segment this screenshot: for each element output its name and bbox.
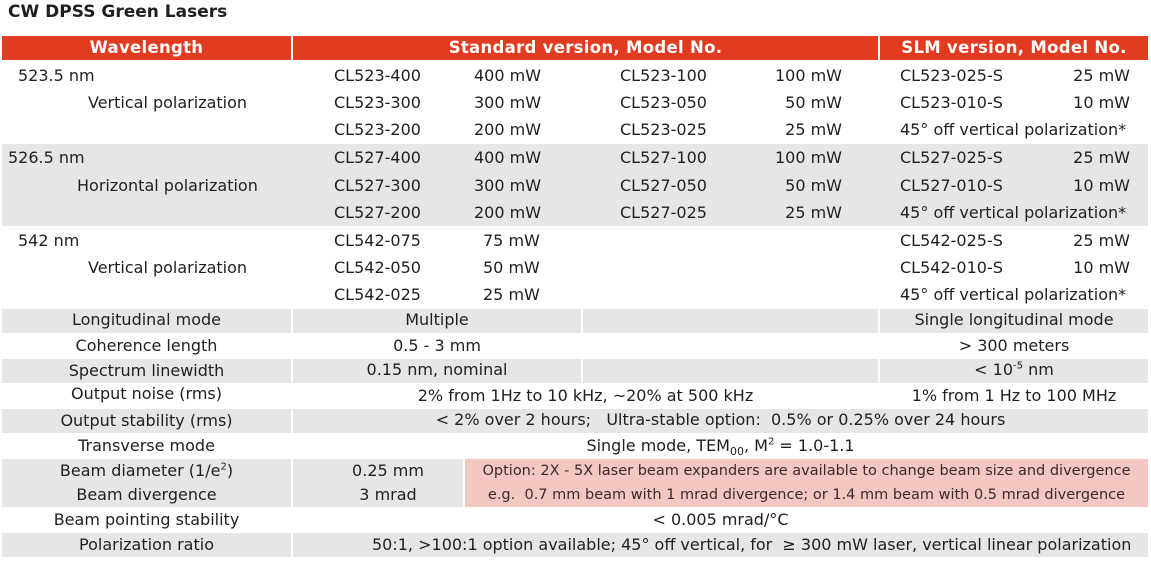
model-cell: CL527-400 — [334, 148, 421, 167]
slm-power-cell: 10 mW — [1073, 176, 1130, 195]
beam-diameter-suffix: ) — [226, 461, 234, 480]
group-542-wavelength: 542 nm — [18, 231, 80, 250]
spec-label-output-stability: Output stability (rms) — [60, 411, 233, 430]
expander-option-line2: e.g. 0.7 mm beam with 1 mrad divergence; or 1.4 mm beam with 0.5 mrad divergence — [487, 487, 1126, 503]
model-cell: CL527-025 — [620, 203, 707, 222]
slm-model-cell: CL527-025-S — [900, 148, 1003, 167]
spec-value-coherence-slm: > 300 meters — [958, 336, 1070, 355]
spec-value-beam-diameter: 0.25 mm — [352, 461, 424, 480]
transverse-mid: , M — [743, 436, 768, 455]
spec-value-coherence-standard: 0.5 - 3 mm — [393, 336, 481, 355]
spec-label-spectrum-linewidth: Spectrum linewidth — [68, 361, 225, 380]
spec-value-pointing-stability: < 0.005 mrad/°C — [652, 510, 789, 529]
model-cell: CL542-050 — [334, 258, 421, 277]
slm-polarization-note: 45° off vertical polarization* — [900, 120, 1127, 139]
spec-value-linewidth-slm — [880, 358, 1148, 382]
spec-value-longitudinal-standard: Multiple — [405, 310, 469, 329]
transverse-suffix: = 1.0-1.1 — [774, 436, 855, 455]
power-cell: 100 mW — [774, 148, 842, 167]
header-slm-version: SLM version, Model No. — [880, 36, 1148, 60]
expander-option-line1: Option: 2X - 5X laser beam expanders are available to change beam size and divergence — [482, 463, 1131, 479]
model-cell: CL523-400 — [334, 66, 421, 85]
model-cell: CL542-075 — [334, 231, 421, 250]
spec-value-noise-slm: 1% from 1 Hz to 100 MHz — [911, 386, 1117, 405]
header-standard-version: Standard version, Model No. — [293, 36, 878, 60]
model-cell: CL527-050 — [620, 176, 707, 195]
spec-value-transverse-mode — [293, 434, 1148, 458]
spec-label-beam-divergence: Beam divergence — [76, 485, 217, 504]
slm-model-cell: CL523-010-S — [900, 93, 1003, 112]
page-title: CW DPSS Green Lasers — [8, 2, 228, 22]
model-cell: CL523-050 — [620, 93, 707, 112]
power-cell: 100 mW — [774, 66, 842, 85]
spec-value-beam-divergence: 3 mrad — [359, 485, 417, 504]
slm-model-cell: CL523-025-S — [900, 66, 1003, 85]
spec-value-polarization-ratio: 50:1, >100:1 option available; 45° off vertical, for ≥ 300 mW laser, vertical linear polarization — [372, 535, 1132, 554]
spec-value-linewidth-standard: 0.15 nm, nominal — [366, 360, 508, 379]
model-cell: CL523-300 — [334, 93, 421, 112]
slm-model-cell: CL542-010-S — [900, 258, 1003, 277]
spec-label-output-noise: Output noise (rms) — [70, 384, 222, 403]
spec-empty-bg — [583, 359, 878, 383]
slm-power-cell: 10 mW — [1073, 258, 1130, 277]
spec-label-pointing-stability: Beam pointing stability — [53, 510, 240, 529]
power-cell: 50 mW — [785, 93, 842, 112]
power-cell: 200 mW — [474, 120, 542, 139]
beam-diameter-prefix: Beam diameter (1/e — [59, 461, 221, 480]
model-cell: CL523-025 — [620, 120, 707, 139]
slm-power-cell: 10 mW — [1073, 93, 1130, 112]
power-cell: 50 mW — [483, 258, 540, 277]
spec-label-beam-diameter — [2, 459, 291, 483]
group-527-wavelength: 526.5 nm — [8, 148, 85, 167]
model-cell: CL542-025 — [334, 285, 421, 304]
power-cell: 300 mW — [474, 176, 542, 195]
slm-power-cell: 25 mW — [1073, 148, 1130, 167]
model-cell: CL527-100 — [620, 148, 707, 167]
model-cell: CL527-300 — [334, 176, 421, 195]
slm-power-cell: 25 mW — [1073, 231, 1130, 250]
spec-label-transverse-mode: Transverse mode — [78, 436, 215, 455]
model-cell: CL523-200 — [334, 120, 421, 139]
slm-polarization-note: 45° off vertical polarization* — [900, 285, 1127, 304]
power-cell: 400 mW — [474, 66, 542, 85]
model-cell: CL527-200 — [334, 203, 421, 222]
spec-value-longitudinal-slm: Single longitudinal mode — [914, 310, 1114, 329]
spec-value-output-stability: < 2% over 2 hours; Ultra-stable option: 0.5% or 0.25% over 24 hours — [435, 410, 1006, 429]
linewidth-exponent: -5 — [1013, 360, 1024, 372]
transverse-prefix: Single mode, TEM — [586, 436, 730, 455]
slm-model-cell: CL527-010-S — [900, 176, 1003, 195]
slm-polarization-note: 45° off vertical polarization* — [900, 203, 1127, 222]
power-cell: 50 mW — [785, 176, 842, 195]
power-cell: 25 mW — [785, 203, 842, 222]
model-cell: CL523-100 — [620, 66, 707, 85]
spec-empty-bg — [583, 309, 878, 333]
power-cell: 400 mW — [474, 148, 542, 167]
slm-power-cell: 25 mW — [1073, 66, 1130, 85]
spec-label-coherence-length: Coherence length — [75, 336, 218, 355]
power-cell: 300 mW — [474, 93, 542, 112]
group-523-wavelength: 523.5 nm — [18, 66, 95, 85]
power-cell: 25 mW — [483, 285, 540, 304]
power-cell: 75 mW — [483, 231, 540, 250]
header-wavelength: Wavelength — [2, 36, 291, 60]
power-cell: 200 mW — [474, 203, 542, 222]
group-542-polarization: Vertical polarization — [88, 258, 248, 277]
power-cell: 25 mW — [785, 120, 842, 139]
spec-label-longitudinal-mode: Longitudinal mode — [71, 310, 222, 329]
spec-value-noise-standard: 2% from 1Hz to 10 kHz, ~20% at 500 kHz — [417, 386, 754, 405]
slm-model-cell: CL542-025-S — [900, 231, 1003, 250]
group-523-polarization: Vertical polarization — [88, 93, 248, 112]
group-527-polarization: Horizontal polarization — [77, 176, 258, 195]
transverse-sup: 2 — [767, 436, 775, 448]
spec-label-polarization-ratio: Polarization ratio — [79, 535, 214, 554]
linewidth-suffix: nm — [1023, 360, 1054, 379]
transverse-sub: 00 — [729, 445, 744, 459]
beam-diameter-sup: 2 — [220, 461, 227, 473]
linewidth-prefix: < 10 — [974, 360, 1014, 379]
